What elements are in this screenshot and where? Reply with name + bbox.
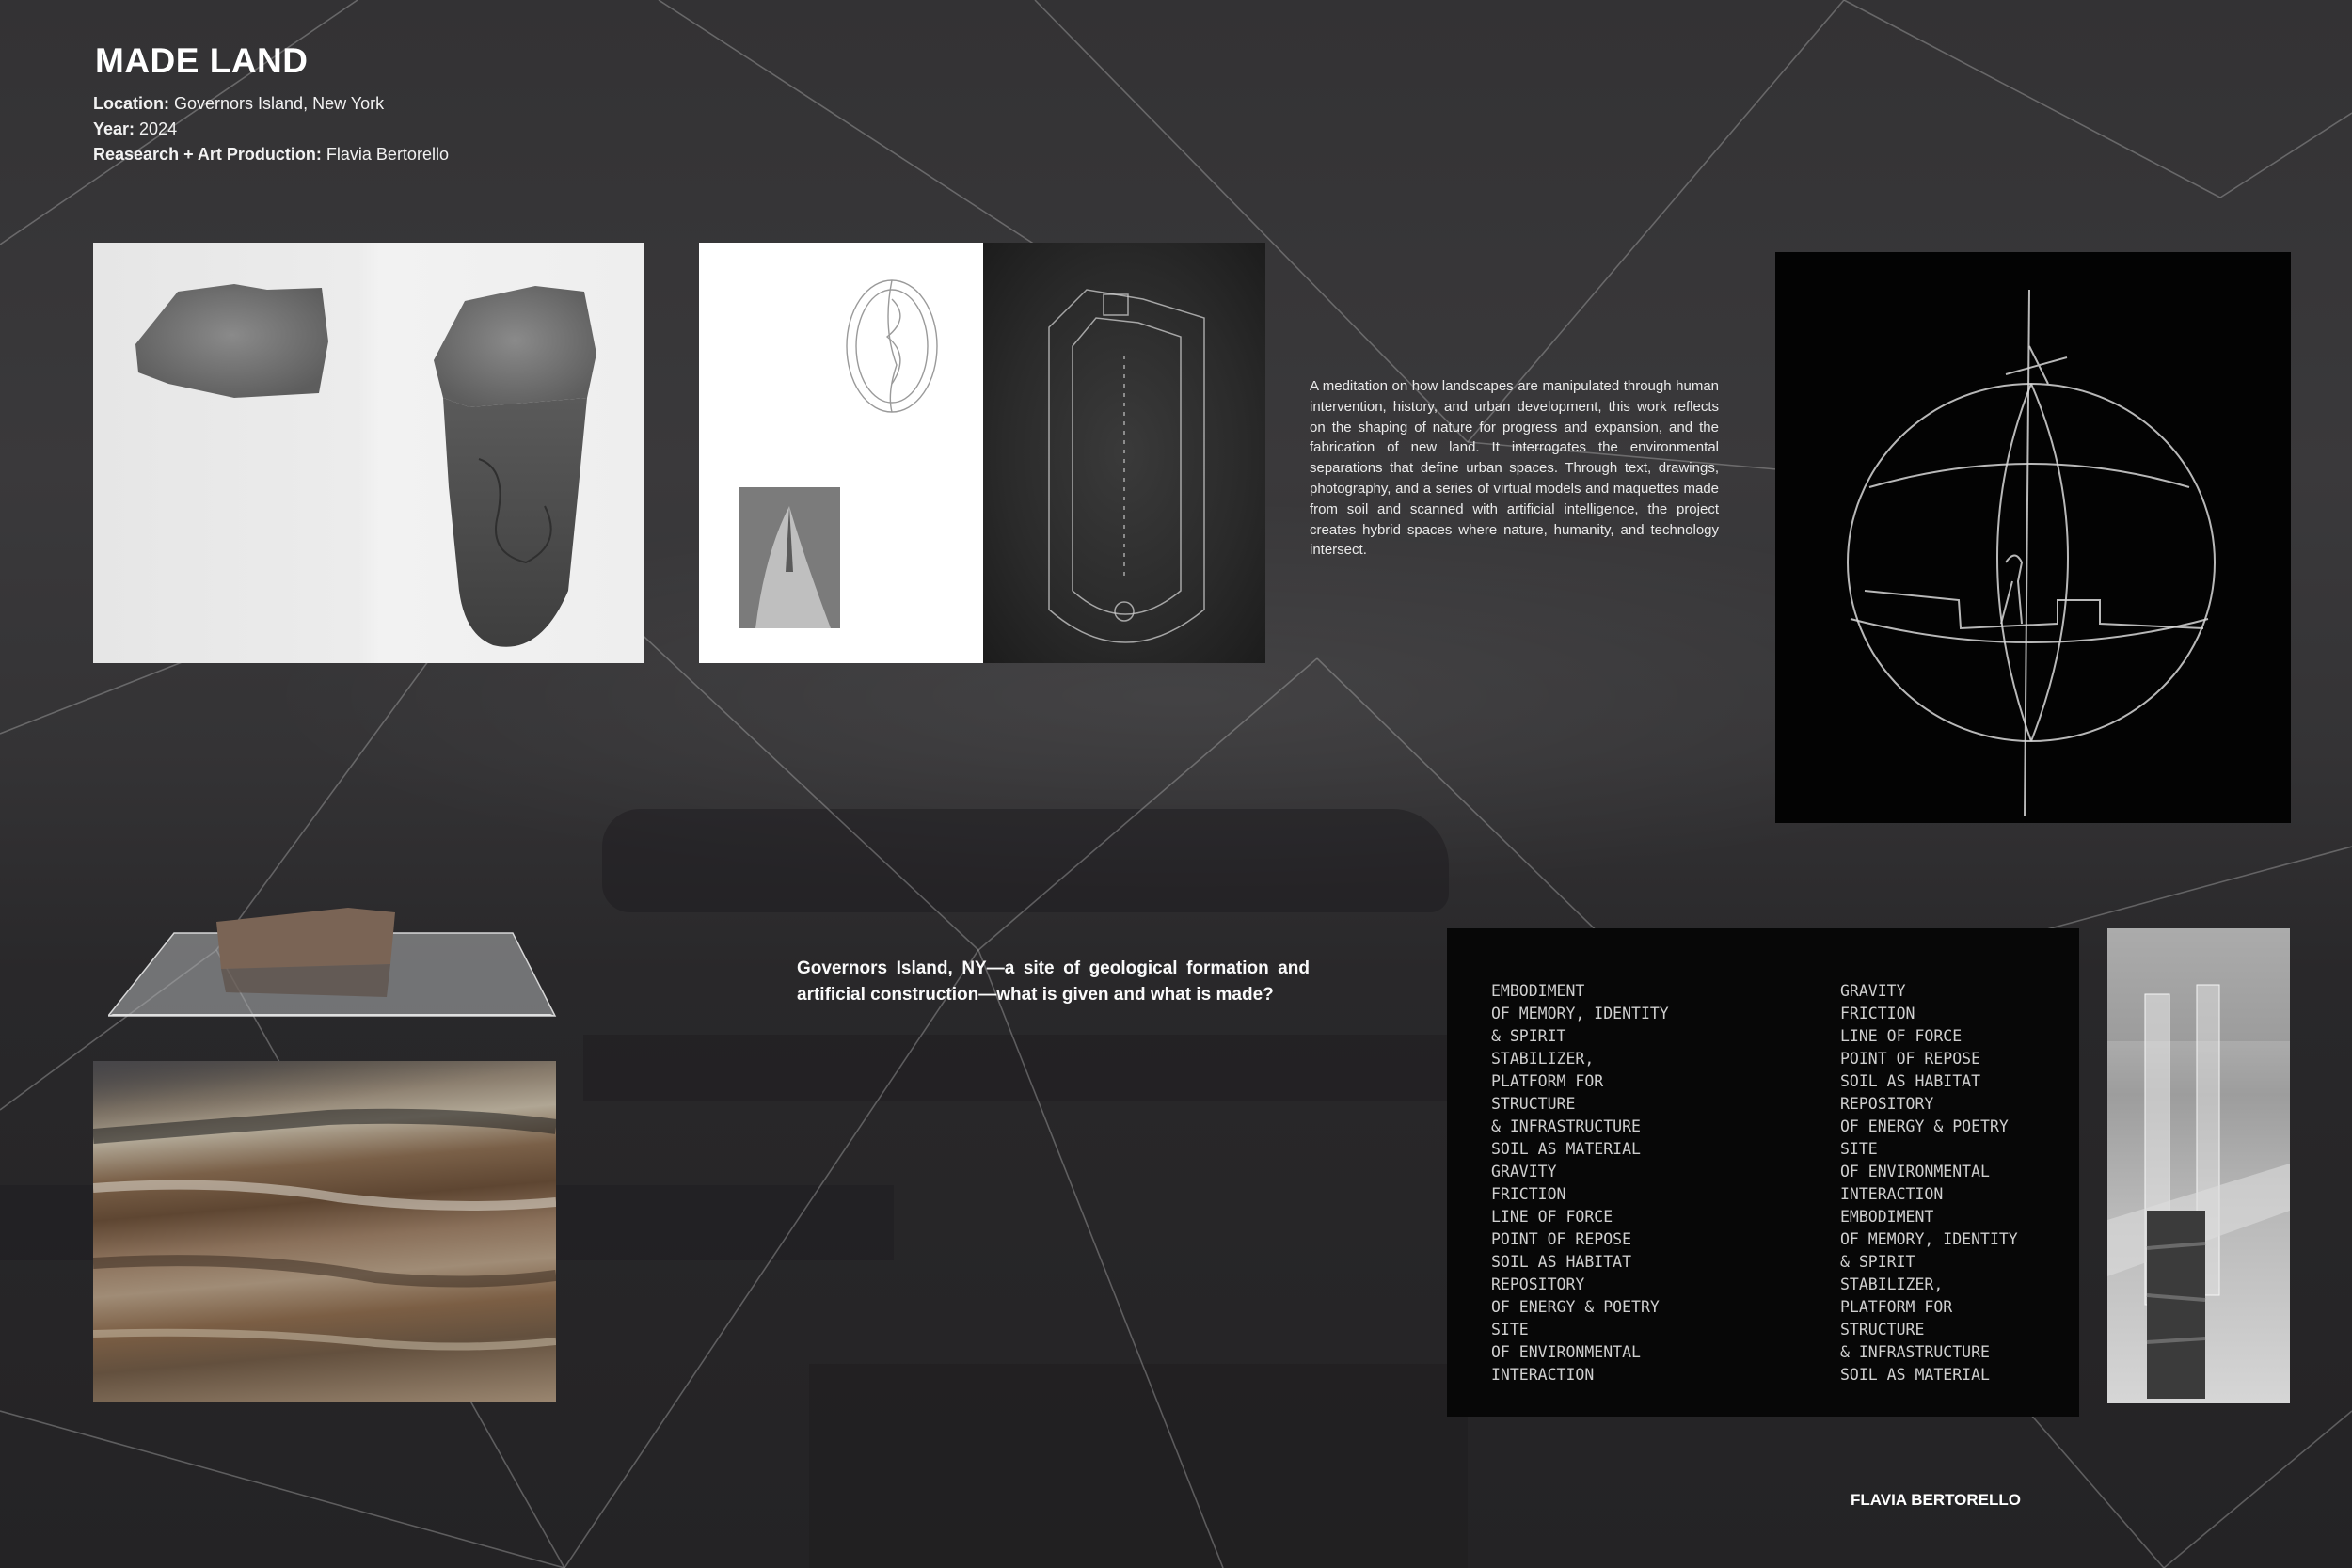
meta-location (93, 91, 384, 117)
wordlist-item: OF ENVIRONMENTAL (1491, 1343, 1641, 1361)
wordlist-item: OF MEMORY, IDENTITY (1840, 1230, 2018, 1248)
meta-label: Location: (93, 94, 169, 113)
wordlist-item: STRUCTURE (1491, 1095, 1576, 1113)
wordlist-item: & INFRASTRUCTURE (1840, 1343, 1990, 1361)
wordlist-column-2 (1840, 980, 2018, 1386)
project-title: MADE LAND (95, 41, 309, 80)
wordlist-item: POINT OF REPOSE (1840, 1050, 1981, 1068)
wordlist-item: & SPIRIT (1840, 1253, 1915, 1271)
wordlist-item: INTERACTION (1491, 1366, 1595, 1384)
wordlist-item: POINT OF REPOSE (1491, 1230, 1632, 1248)
meta-year (93, 117, 177, 142)
rock-strata-photo (93, 1061, 556, 1402)
soil-shapes-illustration (93, 243, 644, 663)
wordlist-item: FRICTION (1491, 1185, 1566, 1203)
wordlist-item: SOIL AS HABITAT (1840, 1072, 1981, 1090)
meta-credits (93, 142, 449, 167)
project-question: Governors Island, NY—a site of geological formation and artificial construction—what is given and what is made? (797, 958, 1310, 1005)
wordlist-item: & INFRASTRUCTURE (1491, 1117, 1641, 1135)
wordlist-item: STABILIZER, (1491, 1050, 1595, 1068)
wordlist-item: SITE (1840, 1140, 1878, 1158)
meta-label: Reasearch + Art Production: (93, 145, 322, 164)
botanical-drawing-illustration (699, 243, 983, 663)
wordlist-column-1 (1491, 980, 1669, 1386)
meta-value: Governors Island, New York (169, 94, 385, 113)
wordlist-item: EMBODIMENT (1840, 1208, 1934, 1226)
stone-on-glass-image (108, 903, 579, 1021)
wordlist-item: INTERACTION (1840, 1185, 1944, 1203)
wordlist-item: LINE OF FORCE (1840, 1027, 1963, 1045)
wordlist-item: STABILIZER, (1840, 1275, 1944, 1293)
project-description: A meditation on how landscapes are manipulated through human intervention, history, and urban development, this work reflects on the shaping of nature for progress and expansion, and the fabrication of new land. It interrogates the environmental separations that define urban spaces. Through text, drawings, photography, and a series of virtual models and maquettes made from soil and scanned with artificial intelligence, the project creates hybrid spaces where nature, humanity, and technology intersect. (1310, 378, 1719, 559)
wordlist-item: LINE OF FORCE (1491, 1208, 1613, 1226)
meta-value: 2024 (135, 119, 178, 138)
figure-drawing-image (699, 243, 983, 663)
wordlist-item: SOIL AS HABITAT (1491, 1253, 1632, 1271)
wordlist-item: SITE (1491, 1321, 1529, 1338)
wordlist-item: & SPIRIT (1491, 1027, 1566, 1045)
globe-sketch-illustration (1775, 252, 2291, 823)
wordlist-item: OF MEMORY, IDENTITY (1491, 1005, 1669, 1022)
wordlist-item: FRICTION (1840, 1005, 1915, 1022)
wordlist-item: SOIL AS MATERIAL (1491, 1140, 1641, 1158)
site-plan-image (983, 243, 1265, 663)
meta-label: Year: (93, 119, 135, 138)
wordlist-item: SOIL AS MATERIAL (1840, 1366, 1990, 1384)
wordlist-item: PLATFORM FOR (1840, 1298, 1953, 1316)
wordlist-item: REPOSITORY (1840, 1095, 1934, 1113)
wordlist-item: REPOSITORY (1491, 1275, 1585, 1293)
wordlist-item: EMBODIMENT (1491, 982, 1585, 1000)
meta-value: Flavia Bertorello (321, 145, 449, 164)
maquette-photo (2107, 928, 2290, 1403)
wordlist-item: OF ENERGY & POETRY (1840, 1117, 2009, 1135)
wordlist-item: GRAVITY (1840, 982, 1906, 1000)
author-footer: FLAVIA BERTORELLO (1851, 1491, 2022, 1509)
site-plan-illustration (983, 243, 1265, 663)
rock-strata-illustration (93, 1061, 556, 1402)
wordlist-item: OF ENVIRONMENTAL (1840, 1163, 1990, 1180)
maquette-illustration (2107, 928, 2290, 1403)
soil-shapes-image (93, 243, 644, 663)
wordlist-item: GRAVITY (1491, 1163, 1557, 1180)
wordlist-item: STRUCTURE (1840, 1321, 1925, 1338)
wordlist-item: PLATFORM FOR (1491, 1072, 1604, 1090)
wordlist-item: OF ENERGY & POETRY (1491, 1298, 1660, 1316)
globe-sketch-image (1775, 252, 2291, 823)
